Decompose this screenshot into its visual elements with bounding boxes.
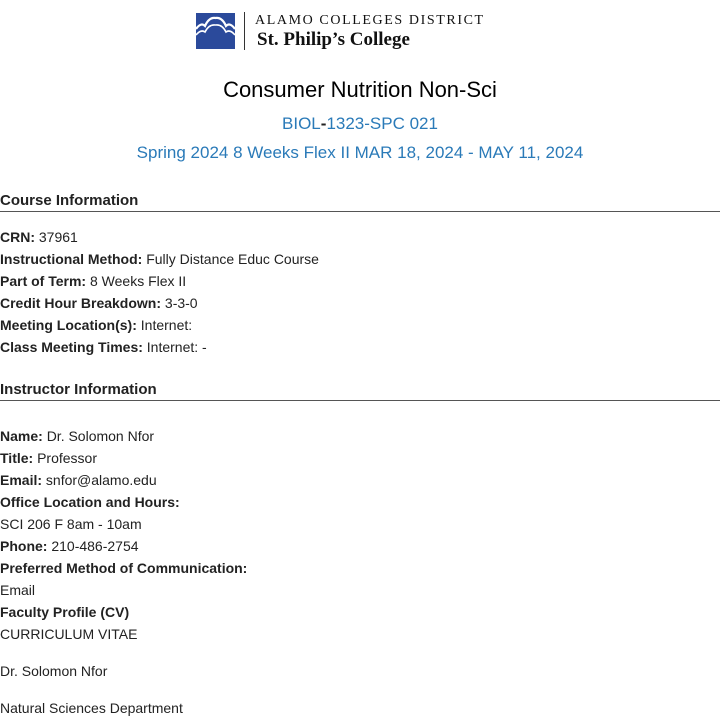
logo-district-text: ALAMO COLLEGES DISTRICT: [255, 13, 485, 28]
cv-name-text: Dr. Solomon Nfor: [0, 663, 108, 679]
course-title: Consumer Nutrition Non-Sci: [223, 77, 497, 102]
office-value: SCI 206 F 8am - 10am: [0, 516, 142, 532]
course-code-subject: BIOL: [282, 114, 321, 133]
part-of-term-value: 8 Weeks Flex II: [89, 273, 187, 289]
meeting-location-row: [0, 317, 192, 333]
meeting-times-value: Internet: -: [146, 339, 207, 355]
credit-hour-label: Credit Hour Breakdown:: [0, 295, 162, 311]
course-code: [0, 114, 720, 134]
credit-hour-row: [0, 295, 198, 311]
meeting-location-label: Meeting Location(s):: [0, 317, 137, 333]
crn-value: 37961: [38, 229, 78, 245]
meeting-times-row: [0, 339, 207, 355]
instructor-info-heading: Instructor Information: [0, 381, 720, 401]
instructional-method-row: [0, 251, 319, 267]
instructor-email-value: snfor@alamo.edu: [45, 472, 157, 488]
cv-title-text: CURRICULUM VITAE: [0, 626, 138, 642]
part-of-term-row: [0, 273, 186, 289]
instructor-phone-row: [0, 538, 139, 554]
instructor-title-label: Title:: [0, 450, 34, 466]
faculty-profile-row: [0, 604, 129, 620]
office-label: Office Location and Hours:: [0, 494, 180, 510]
logo-divider: [244, 12, 245, 50]
instructor-name-label: Name:: [0, 428, 43, 444]
meeting-location-value: Internet:: [140, 317, 193, 333]
meeting-times-label: Class Meeting Times:: [0, 339, 143, 355]
college-logo-icon: [196, 13, 235, 49]
term-line: Spring 2024 8 Weeks Flex II MAR 18, 2024 - MAY 11, 2024: [136, 143, 584, 162]
logo-college-text: St. Philip’s College: [257, 29, 410, 50]
instructor-title-row: [0, 450, 97, 466]
instructional-method-label: Instructional Method:: [0, 251, 143, 267]
communication-label-row: [0, 560, 247, 576]
faculty-profile-label: Faculty Profile (CV): [0, 604, 130, 620]
course-info-heading: Course Information: [0, 192, 720, 212]
course-code-dash: -: [320, 114, 327, 133]
crn-row: [0, 229, 78, 245]
office-label-row: [0, 494, 180, 510]
communication-label: Preferred Method of Communication:: [0, 560, 248, 576]
instructor-name-row: [0, 428, 154, 444]
cv-department-text: Natural Sciences Department: [0, 700, 183, 716]
part-of-term-label: Part of Term:: [0, 273, 87, 289]
instructor-phone-label: Phone:: [0, 538, 48, 554]
instructor-name-value: Dr. Solomon Nfor: [46, 428, 155, 444]
credit-hour-value: 3-3-0: [164, 295, 198, 311]
instructor-email-label: Email:: [0, 472, 43, 488]
instructor-title-value: Professor: [37, 450, 98, 466]
communication-value: Email: [0, 582, 36, 598]
instructional-method-value: Fully Distance Educ Course: [146, 251, 319, 267]
college-logo: [196, 12, 526, 52]
instructor-email-row: [0, 472, 157, 488]
crn-label: CRN:: [0, 229, 35, 245]
course-code-number: 1323-SPC 021: [326, 114, 438, 133]
instructor-phone-value: 210-486-2754: [51, 538, 139, 554]
